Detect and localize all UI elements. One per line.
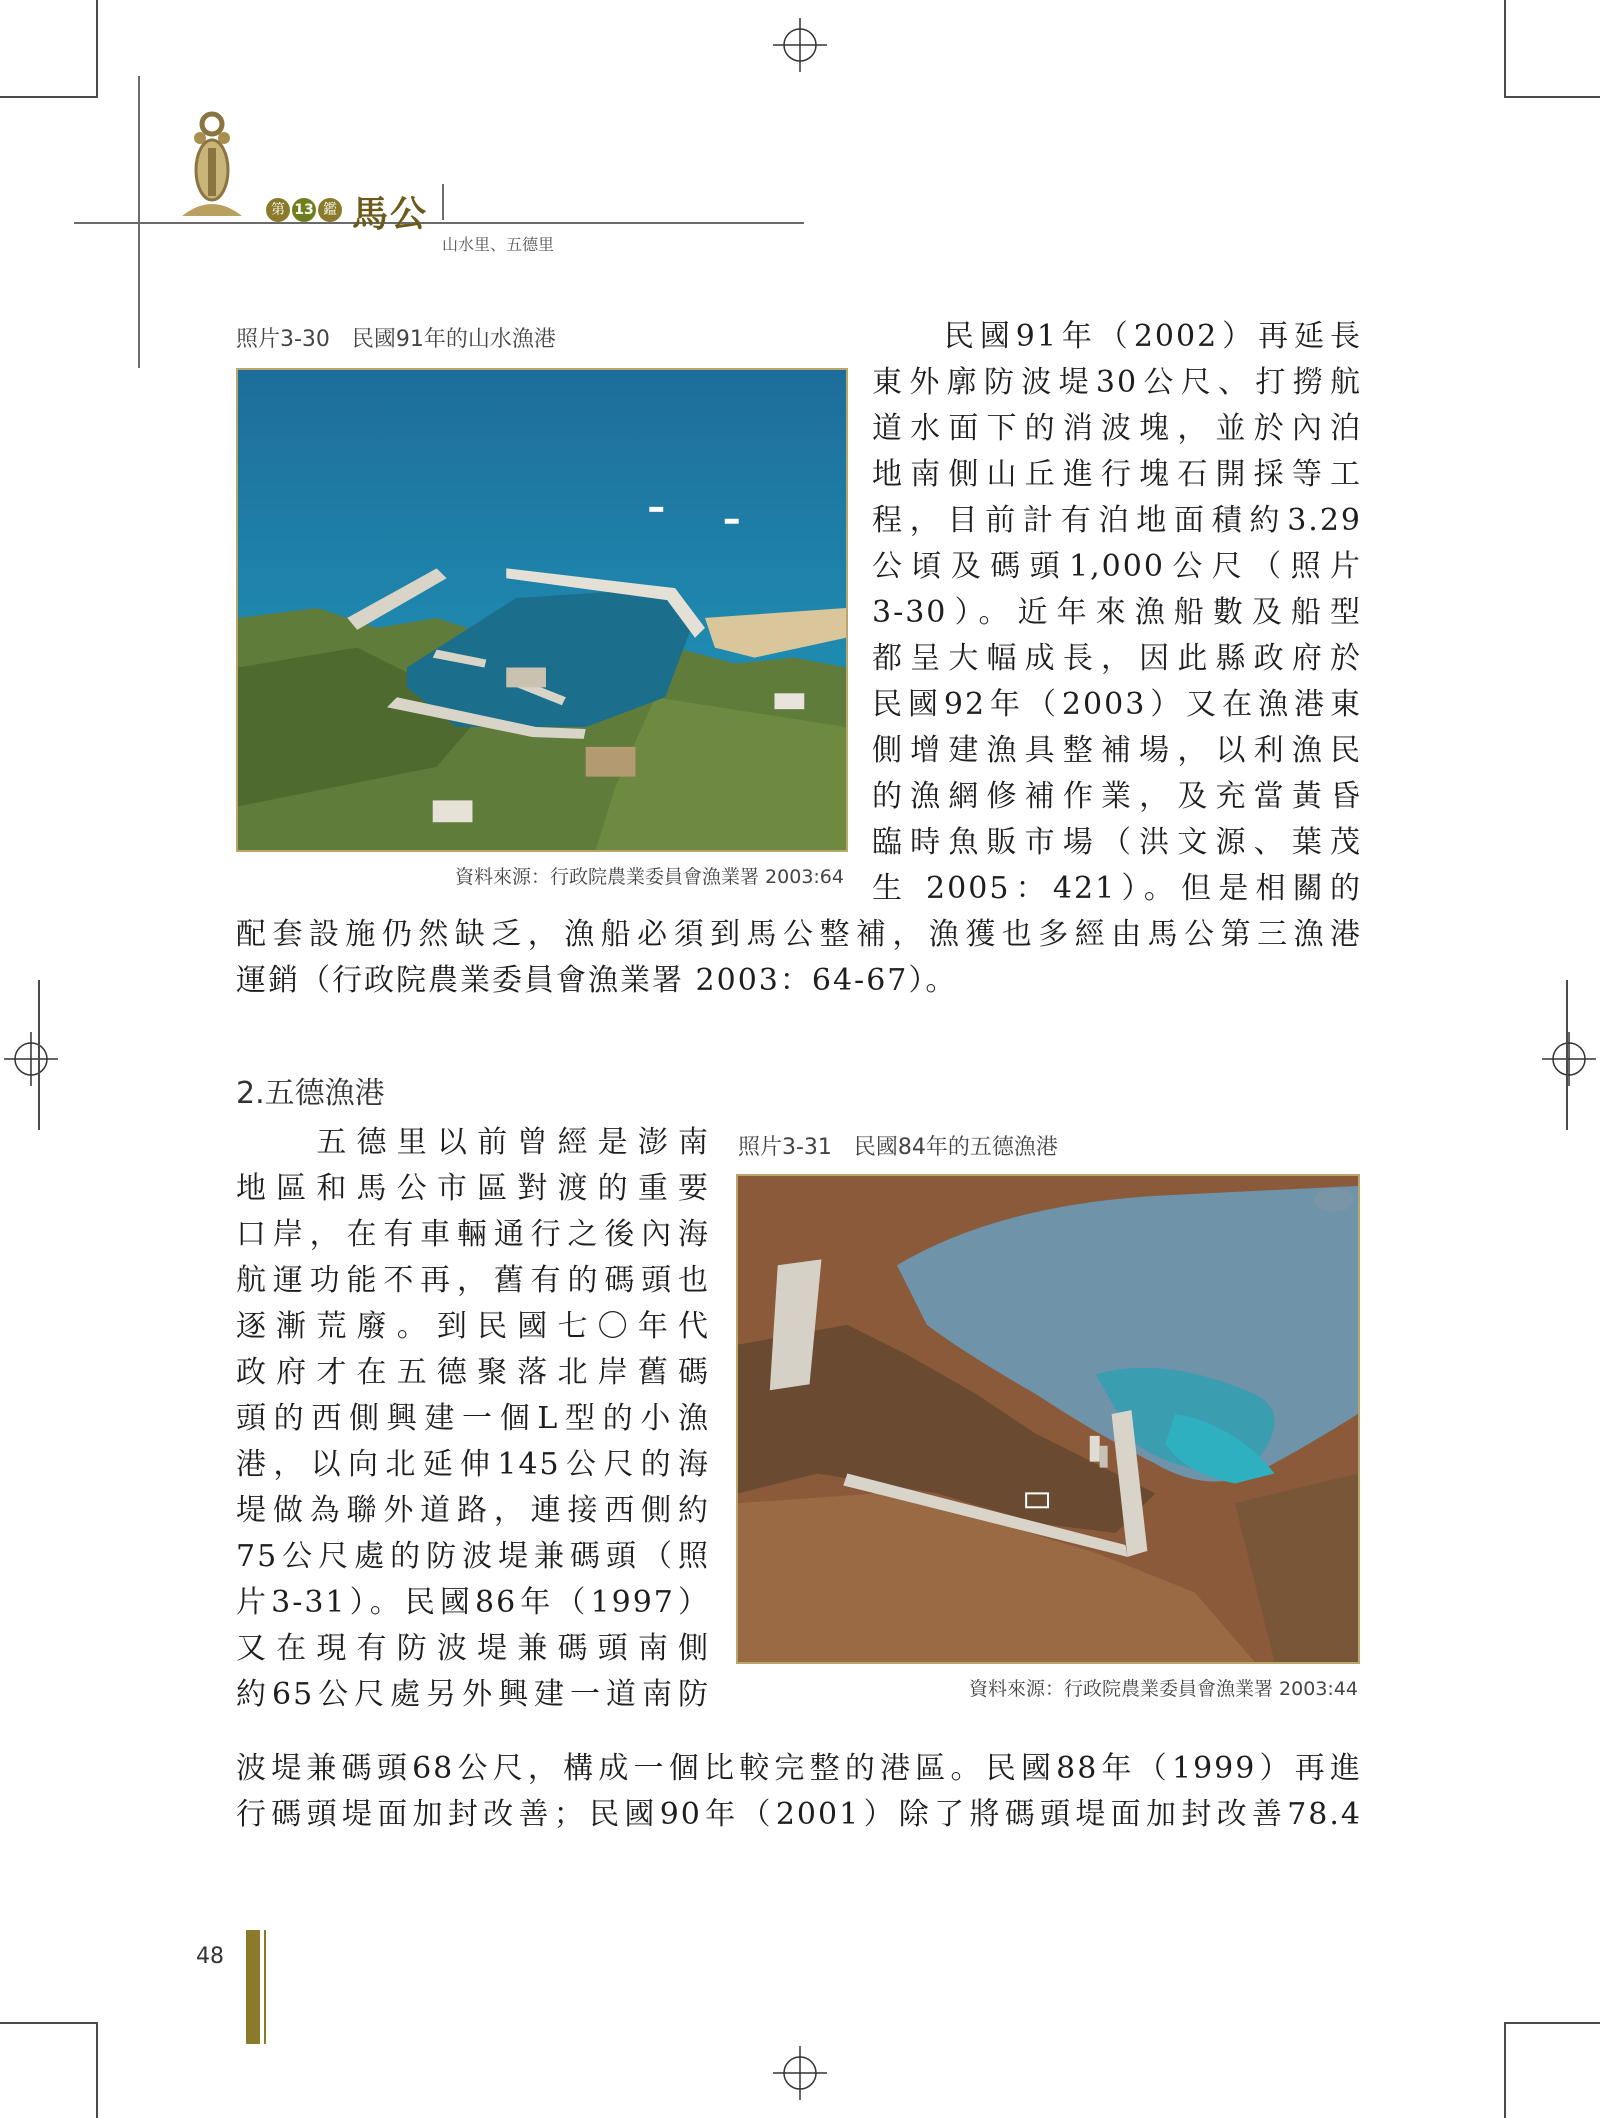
- crop-mark: [96, 2022, 98, 2118]
- text-line: 運銷（行政院農業委員會漁業署 2003：64-67）。: [236, 963, 958, 998]
- text-line: 約65公尺處另外興建一道南防: [236, 1677, 710, 1712]
- volume-suffix-badge: 鑑: [318, 198, 342, 222]
- footer-bar: [246, 1930, 260, 2044]
- text-line: 東外廓防波堤30公尺、打撈航: [872, 365, 1362, 400]
- text-line: 片3-31）。民國86年（1997）: [236, 1585, 710, 1620]
- text-line: 行碼頭堤面加封改善；民國90年（2001）除了將碼頭堤面加封改善78.4: [236, 1797, 1362, 1832]
- text-line: 航運功能不再，舊有的碼頭也: [236, 1263, 710, 1298]
- photo-source: 資料來源：行政院農業委員會漁業署 2003:64: [455, 866, 844, 888]
- text-line: 配套設施仍然缺乏，漁船必須到馬公整補，漁獲也多經由馬公第三漁港: [236, 917, 1362, 952]
- paragraph-shanshui-continued: [236, 912, 1362, 1004]
- chapter-title: 馬公: [352, 193, 429, 235]
- registration-mark-icon: [4, 1032, 58, 1086]
- text-line: 3-30）。近年來漁船數及船型: [872, 595, 1362, 630]
- crop-mark: [1504, 96, 1600, 98]
- photo-source: 資料來源：行政院農業委員會漁業署 2003:44: [969, 1678, 1358, 1700]
- text-line: 臨時魚販市場（洪文源、葉茂: [872, 825, 1362, 860]
- paragraph-wude-continued: [236, 1746, 1362, 1838]
- harbor-photo-shanshui: [236, 368, 848, 852]
- text-line: 都呈大幅成長，因此縣政府於: [872, 641, 1362, 676]
- text-line: 五德里以前曾經是澎南: [236, 1125, 710, 1160]
- registration-mark-icon: [1542, 1032, 1596, 1086]
- section-heading: 2.五德漁港: [236, 1076, 385, 1111]
- text-line: 口岸，在有車輛通行之後內海: [236, 1217, 710, 1252]
- text-line: 港，以向北延伸145公尺的海: [236, 1447, 710, 1482]
- text-line: 頭的西側興建一個L型的小漁: [236, 1401, 710, 1436]
- crop-mark: [1504, 0, 1506, 98]
- paragraph-wude: [236, 1120, 710, 1718]
- text-line: 又在現有防波堤兼碼頭南側: [236, 1631, 710, 1666]
- ornament-logo-icon: [176, 108, 248, 220]
- text-line: 生 2005：421）。但是相關的: [872, 871, 1362, 906]
- photo-caption: 照片3-30 民國91年的山水漁港: [236, 327, 556, 352]
- volume-prefix-badge: 第: [266, 198, 290, 222]
- page-number: 48: [196, 1944, 224, 1969]
- footer-bar-line: [264, 1930, 266, 2044]
- text-line: 民國91年（2002）再延長: [872, 319, 1362, 354]
- text-line: 堤做為聯外道路，連接西側約: [236, 1493, 710, 1528]
- text-line: 道水面下的消波塊，並於內泊: [872, 411, 1362, 446]
- crop-mark: [0, 2022, 96, 2024]
- text-line: 公頃及碼頭1,000公尺（照片: [872, 549, 1362, 584]
- crop-mark: [0, 96, 96, 98]
- registration-mark-icon: [773, 2046, 827, 2100]
- text-line: 程，目前計有泊地面積約3.29: [872, 503, 1362, 538]
- header-rule: [74, 222, 804, 224]
- text-line: 民國92年（2003）又在漁港東: [872, 687, 1362, 722]
- chapter-subtitle: 山水里、五德里: [442, 235, 555, 254]
- text-line: 政府才在五德聚落北岸舊碼: [236, 1355, 710, 1390]
- registration-mark-icon: [773, 18, 827, 72]
- crop-mark: [1504, 2022, 1600, 2024]
- text-line: 的漁網修補作業，及充當黃昏: [872, 779, 1362, 814]
- text-line: 波堤兼碼頭68公尺，構成一個比較完整的港區。民國88年（1999）再進: [236, 1751, 1362, 1786]
- paragraph-shanshui: [872, 314, 1362, 912]
- photo-caption: 照片3-31 民國84年的五德漁港: [738, 1135, 1058, 1160]
- header-rule: [442, 184, 444, 220]
- crop-mark: [1504, 2022, 1506, 2118]
- header-rule: [138, 76, 140, 368]
- text-line: 逐漸荒廢。到民國七〇年代: [236, 1309, 710, 1344]
- crop-mark: [38, 980, 40, 1130]
- harbor-photo-wude: [736, 1174, 1360, 1664]
- text-line: 75公尺處的防波堤兼碼頭（照: [236, 1539, 710, 1574]
- text-line: 地區和馬公市區對渡的重要: [236, 1171, 710, 1206]
- text-line: 地南側山丘進行塊石開採等工: [872, 457, 1362, 492]
- crop-mark: [96, 0, 98, 98]
- text-line: 側增建漁具整補場，以利漁民: [872, 733, 1362, 768]
- volume-number-badge: 13: [292, 198, 316, 222]
- crop-mark: [1566, 980, 1568, 1130]
